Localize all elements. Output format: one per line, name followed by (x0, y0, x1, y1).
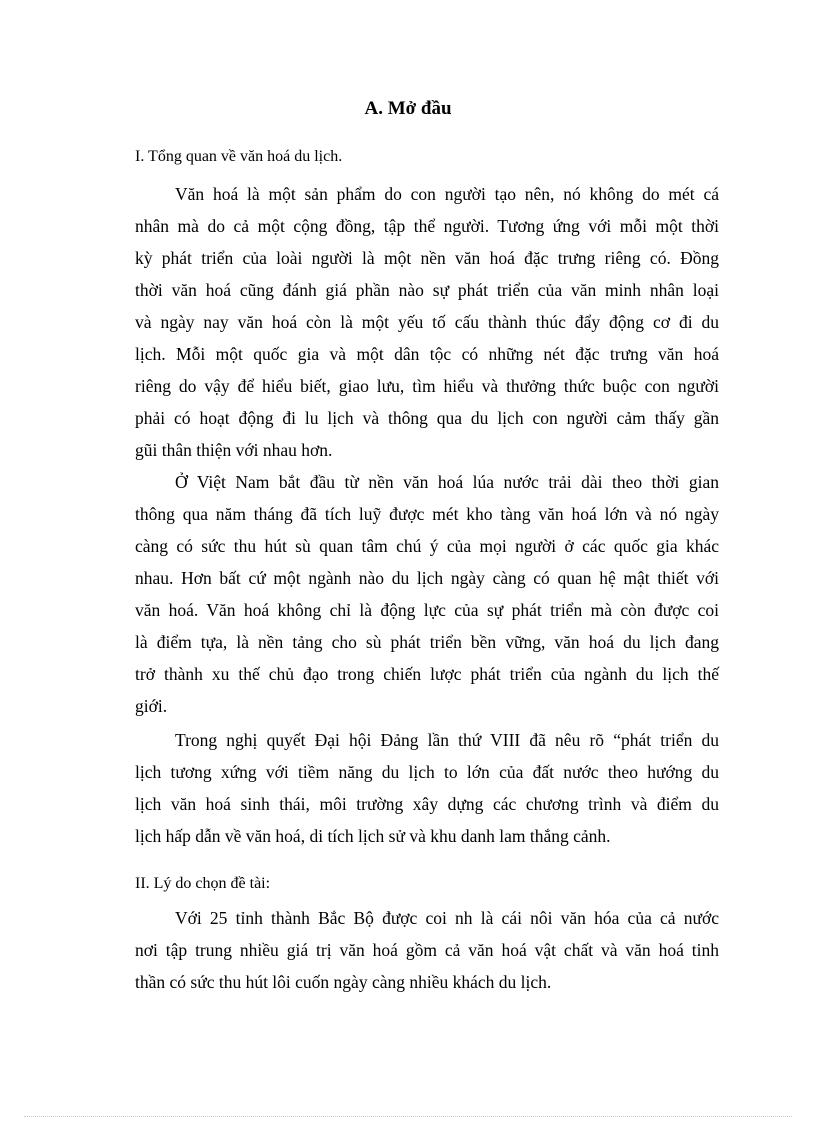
paragraph-line: thần có sức thu hút lôi cuốn ngày càng nhiều khách du lịch. (135, 972, 552, 992)
paragraph-line: lịch văn hoá sinh thái, môi trường xây dựng các chương trình và điểm du (135, 794, 719, 814)
paragraph-line: Trong nghị quyết Đại hội Đảng lần thứ VIII đã nêu rõ “phát triển du (175, 730, 719, 750)
paragraph-line: nơi tập trung nhiều giá trị văn hoá gồm cả văn hoá vật chất và văn hoá tinh (135, 940, 719, 960)
paragraph-line: trở thành xu thế chủ đạo trong chiến lược phát triển của ngành du lịch thế (135, 664, 719, 684)
paragraph-line: nhau. Hơn bất cứ một ngành nào du lịch ngày càng có quan hệ mật thiết với (135, 568, 719, 588)
paragraph-line: gũi thân thiện với nhau hơn. (135, 440, 333, 460)
paragraph-line: lịch hấp dẫn về văn hoá, di tích lịch sử và khu danh lam thắng cảnh. (135, 826, 611, 846)
paragraph-line: lịch tương xứng với tiềm năng du lịch to lớn của đất nước theo hướng du (135, 762, 719, 782)
paragraph-line: riêng do vậy để hiểu biết, giao lưu, tìm hiểu và thưởng thức buộc con người (135, 376, 719, 396)
page-bottom-divider (24, 1116, 792, 1117)
paragraph-line: Văn hoá là một sản phẩm do con người tạo nên, nó không do mét cá (175, 184, 719, 204)
section-heading-reason: II. Lý do chọn đề tài: (135, 875, 271, 892)
paragraph-line: lịch. Mỗi một quốc gia và một dân tộc có những nét đặc trưng văn hoá (135, 344, 719, 364)
paragraph-line: thông qua năm tháng đã tích luỹ được mét kho tàng văn hoá lớn và nó ngày (135, 504, 719, 524)
paragraph-line: Ở Việt Nam bắt đầu từ nền văn hoá lúa nước trải dài theo thời gian (175, 472, 719, 492)
section-heading-overview: I. Tổng quan về văn hoá du lịch. (135, 148, 343, 165)
paragraph-line: thời văn hoá cũng đánh giá phần nào sự phát triển của văn minh nhân loại (135, 280, 719, 300)
paragraph-line: giới. (135, 696, 168, 716)
paragraph-line: phải có hoạt động đi lu lịch và thông qua du lịch con người cảm thấy gần (135, 408, 719, 428)
paragraph-line: càng có sức thu hút sù quan tâm chú ý của mọi người ở các quốc gia khác (135, 536, 719, 556)
document-title: A. Mở đầu (364, 98, 452, 119)
paragraph-line: văn hoá. Văn hoá không chỉ là động lực của sự phát triển mà còn được coi (135, 600, 719, 620)
paragraph-line: là điểm tựa, là nền tảng cho sù phát triển bền vững, văn hoá du lịch đang (135, 632, 719, 652)
paragraph-line: và ngày nay văn hoá còn là một yếu tố cấu thành thúc đẩy động cơ đi du (135, 312, 719, 332)
paragraph-line: Với 25 tỉnh thành Bắc Bộ được coi nh là cái nôi văn hóa của cả nước (175, 908, 719, 928)
paragraph-line: nhân mà do cả một cộng đồng, tập thể người. Tương ứng với mỗi một thời (135, 216, 719, 236)
paragraph-line: kỳ phát triển của loài người là một nền văn hoá đặc trưng riêng có. Đồng (135, 248, 719, 268)
